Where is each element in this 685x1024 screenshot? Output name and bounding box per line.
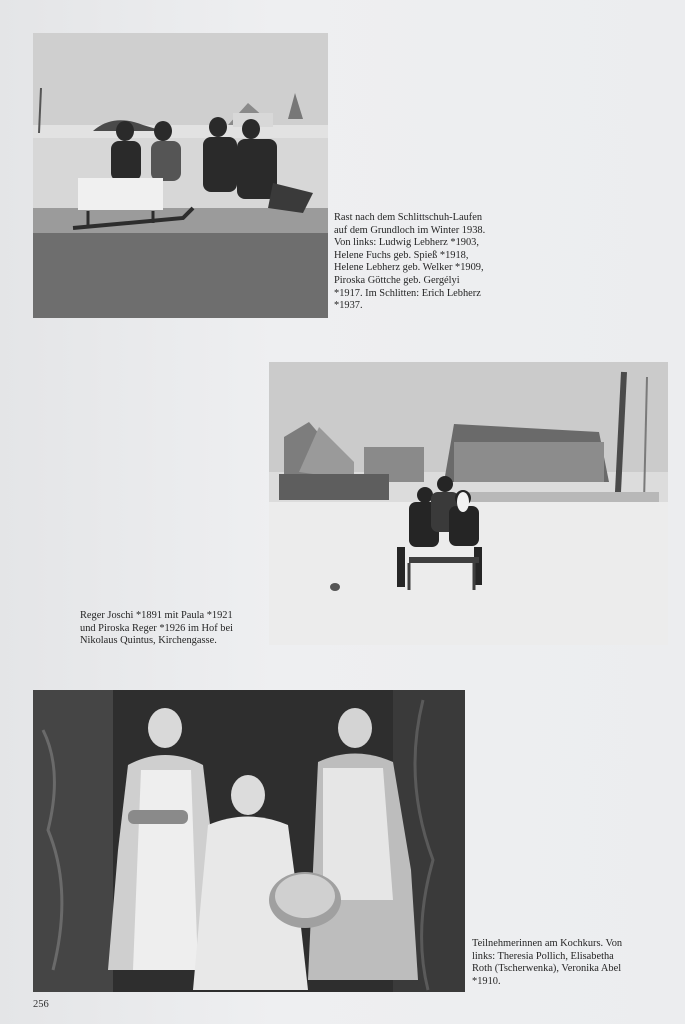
caption-line: Helene Lebherz geb. Welker *1909, bbox=[334, 262, 484, 274]
caption-line: Rast nach dem Schlittschuh-Laufen bbox=[334, 212, 483, 223]
children-sled-caption bbox=[80, 610, 233, 648]
cooking-course-caption bbox=[472, 938, 622, 988]
caption-line: auf dem Grundloch im Winter 1938. bbox=[334, 224, 486, 236]
caption-line: und Piroska Reger *1926 im Hof bei bbox=[80, 622, 233, 634]
winter-sledge-photo bbox=[33, 33, 328, 318]
caption-line: Helene Fuchs geb. Spieß *1918, bbox=[334, 249, 469, 261]
caption-line: Roth (Tscherwenka), Veronika Abel bbox=[472, 963, 622, 975]
caption-line: Piroska Göttche geb. Gergélyi bbox=[334, 274, 460, 286]
caption-line: Von links: Ludwig Lebherz *1903, bbox=[334, 237, 479, 249]
caption-line: *1917. Im Schlitten: Erich Lebherz bbox=[334, 287, 481, 299]
caption-line: links: Theresia Pollich, Elisabetha bbox=[472, 950, 614, 962]
winter-sledge-caption bbox=[334, 212, 485, 313]
caption-line: Reger Joschi *1891 mit Paula *1921 bbox=[80, 610, 233, 621]
caption-line: *1937. bbox=[334, 300, 363, 312]
page-number: 256 bbox=[33, 999, 49, 1010]
caption-line: *1910. bbox=[472, 975, 501, 987]
caption-line: Teilnehmerinnen am Kochkurs. Von bbox=[472, 938, 623, 949]
caption-line: Nikolaus Quintus, Kirchengasse. bbox=[80, 635, 217, 647]
cooking-course-photo bbox=[33, 690, 465, 992]
children-sled-photo bbox=[269, 362, 668, 645]
